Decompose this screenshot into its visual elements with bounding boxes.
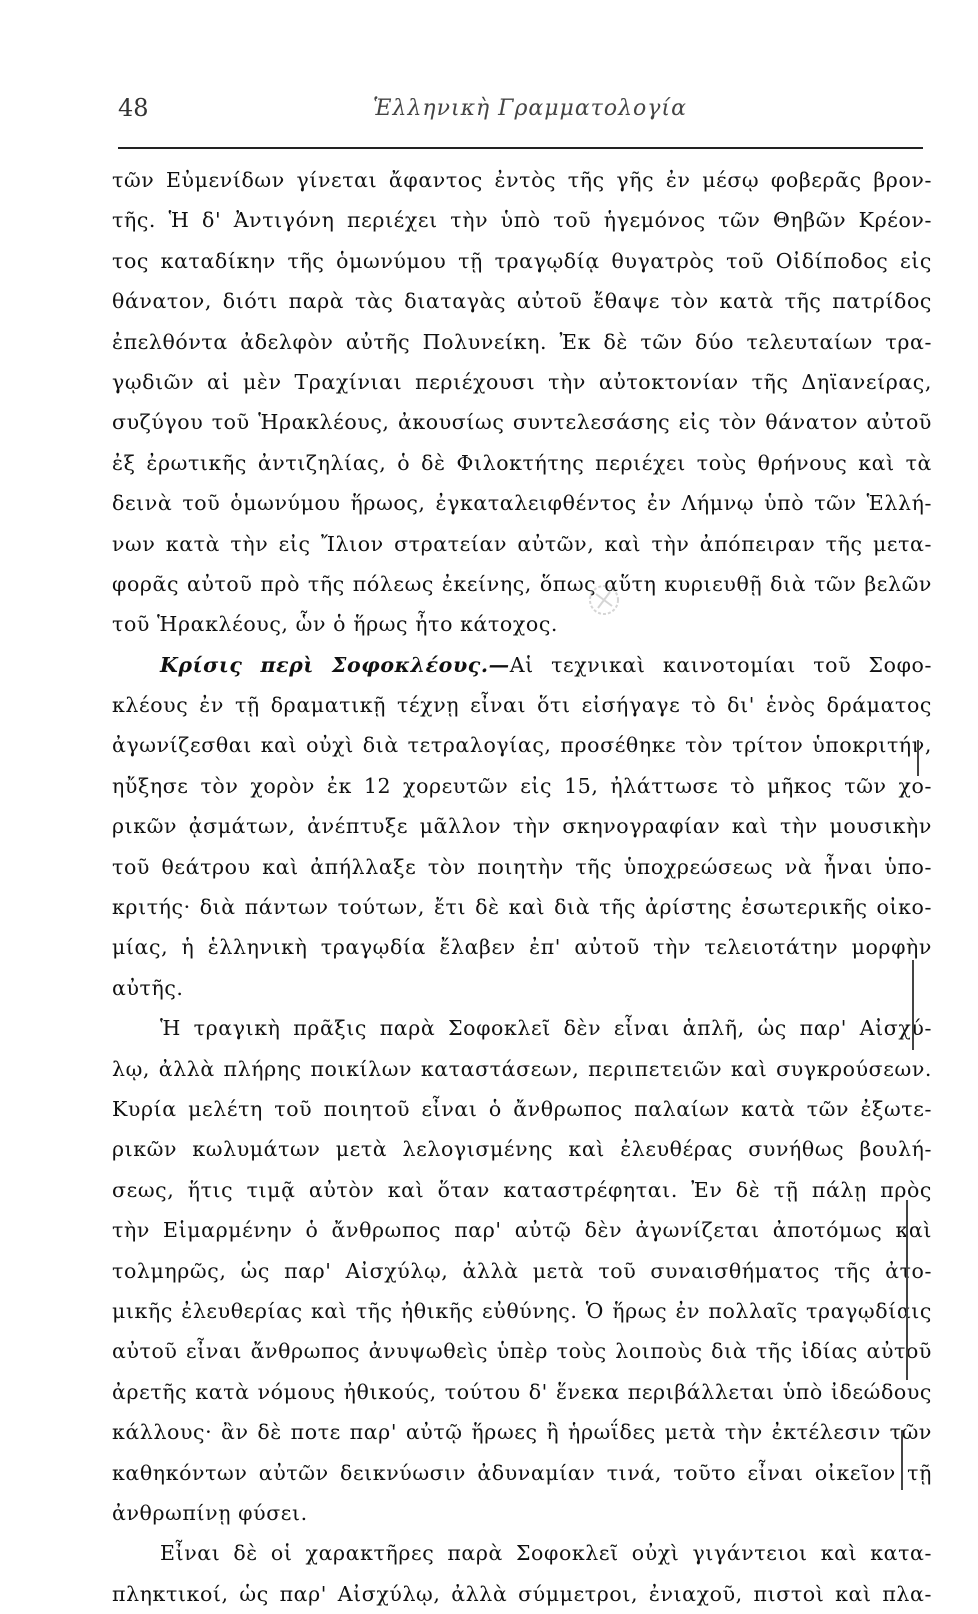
text-line: μικῆς ἐλευθερίας καὶ τῆς ἠθικῆς εὐθύνης. Ὁ ἥρως ἐν πολλαῖς τραγῳδίαις [112, 1298, 932, 1323]
text-line: ἀγωνίζεσθαι καὶ οὐχὶ διὰ τετραλογίας, προσέθηκε τὸν τρίτον ὑποκριτήν, [112, 733, 932, 758]
text-line: Εἶναι δὲ οἱ χαρακτῆρες παρὰ Σοφοκλεῖ οὐχὶ γιγάντειοι καὶ κατα- [160, 1541, 932, 1566]
page-header [118, 92, 923, 132]
text-line: τολμηρῶς, ὡς παρ' Αἰσχύλῳ, ἀλλὰ μετὰ τοῦ συναισθήματος τῆς ἀτο- [112, 1258, 932, 1283]
text-line: γῳδιῶν αἱ μὲν Τραχίνιαι περιέχουσι τὴν αὐτοκτονίαν τῆς Δηϊανείρας, [112, 369, 932, 394]
text-line: τος καταδίκην τῆς ὁμωνύμου τῇ τραγῳδίᾳ θυγατρὸς τοῦ Οἰδίποδος εἰς [112, 248, 932, 273]
text-line: ηὔξησε τὸν χορὸν ἐκ 12 χορευτῶν εἰς 15, ἠλάττωσε τὸ μῆκος τῶν χο- [112, 773, 932, 798]
text-line: κλέους ἐν τῇ δραματικῇ τέχνῃ εἶναι ὅτι εἰσήγαγε τὸ δι' ἑνὸς δράματος [112, 693, 932, 718]
text-line: τοῦ Ἡρακλέους, ὧν ὁ ἥρως ἦτο κάτοχος. [112, 612, 559, 637]
text-line: αὐτῆς. [112, 975, 184, 1000]
text-line: κριτής· διὰ πάντων τούτων, ἔτι δὲ καὶ διὰ τῆς ἀρίστης ἐσωτερικῆς οἰκο- [112, 895, 932, 920]
text-line: νων κατὰ τὴν εἰς Ἴλιον στρατείαν αὐτῶν, καὶ τὴν ἀπόπειραν τῆς μετα- [112, 531, 932, 556]
text-line: σεως, ἥτις τιμᾷ αὐτὸν καὶ ὅταν καταστρέφηται. Ἐν δὲ τῇ πάλῃ πρὸς [112, 1177, 932, 1202]
margin-mark [917, 740, 919, 776]
body-text [112, 160, 932, 1614]
text-line: ἀρετῆς κατὰ νόμους ἠθικούς, τούτου δ' ἕνεκα περιβάλλεται ὑπὸ ἰδεώδους [112, 1379, 932, 1404]
text-line-fragment: Αἱ τεχνικαὶ καινοτομίαι τοῦ Σοφο- [509, 652, 932, 677]
library-stamp-icon [586, 582, 622, 618]
text-line: τῆς. Ἡ δ' Ἀντιγόνη περιέχει τὴν ὑπὸ τοῦ ἡγεμόνος τῶν Θηβῶν Κρέον- [112, 208, 932, 233]
text-line: τῶν Εὐμενίδων γίνεται ἄφαντος ἐντὸς τῆς γῆς ἐν μέσῳ φοβερᾶς βρον- [112, 168, 932, 192]
text-line: αὐτοῦ εἶναι ἄνθρωπος ἀνυψωθεὶς ὑπὲρ τοὺς λοιποὺς διὰ τῆς ἰδίας αὐτοῦ [112, 1339, 932, 1364]
text-line: κάλλους· ἂν δὲ ποτε παρ' αὐτῷ ἥρωες ἢ ἡρωΐδες μετὰ τὴν ἐκτέλεσιν τῶν [112, 1420, 932, 1445]
text-line: ρικῶν ᾀσμάτων, ἀνέπτυξε μᾶλλον τὴν σκηνογραφίαν καὶ τὴν μουσικὴν [112, 814, 932, 839]
text-line: Ἡ τραγικὴ πρᾶξις παρὰ Σοφοκλεῖ δὲν εἶναι ἁπλῆ, ὡς παρ' Αἰσχύ- [160, 1016, 932, 1041]
text-line: θάνατον, διότι παρὰ τὰς διαταγὰς αὐτοῦ ἔθαψε τὸν κατὰ τῆς πατρίδος [112, 289, 932, 314]
text-line: λῳ, ἀλλὰ πλήρης ποικίλων καταστάσεων, περιπετειῶν καὶ συγκρούσεων. [112, 1056, 932, 1081]
text-line: ἀνθρωπίνῃ φύσει. [112, 1500, 308, 1525]
margin-mark [906, 1200, 908, 1380]
text-line: δεινὰ τοῦ ὁμωνύμου ἥρωος, ἐγκαταλειφθέντος ἐν Λήμνῳ ὑπὸ τῶν Ἑλλή- [112, 491, 932, 516]
margin-mark [912, 960, 914, 1050]
text-line: ἐπελθόντα ἀδελφὸν αὐτῆς Πολυνείκη. Ἐκ δὲ τῶν δύο τελευταίων τρα- [112, 329, 932, 354]
text-line: τὴν Εἱμαρμένην ὁ ἄνθρωπος παρ' αὐτῷ δὲν ἀγωνίζεται ἀποτόμως καὶ [112, 1218, 932, 1243]
text-line: συζύγου τοῦ Ἡρακλέους, ἀκουσίως συντελεσάσης εἰς τὸν θάνατον αὐτοῦ [112, 410, 932, 435]
text-line: φορᾶς αὐτοῦ πρὸ τῆς πόλεως ἐκείνης, ὅπως αὕτη κυριευθῇ διὰ τῶν βελῶν [112, 571, 932, 596]
running-title: Ἑλληνικὴ Γραμματολογία [373, 96, 687, 121]
header-rule [118, 147, 923, 149]
text-line: τοῦ θεάτρου καὶ ἀπήλλαξε τὸν ποιητὴν τῆς ὑποχρεώσεως νὰ ἦναι ὑπο- [112, 854, 932, 879]
text-line: καθηκόντων αὐτῶν δεικνύωσιν ἀδυναμίαν τινά, τοῦτο εἶναι οἰκεῖον τῇ [112, 1460, 932, 1485]
text-line: ἐξ ἐρωτικῆς ἀντιζηλίας, ὁ δὲ Φιλοκτήτης περιέχει τοὺς θρήνους καὶ τὰ [112, 450, 932, 475]
text-line: μίας, ἡ ἑλληνικὴ τραγῳδία ἔλαβεν ἐπ' αὐτοῦ τὴν τελειοτάτην μορφὴν [112, 935, 932, 960]
margin-mark [901, 1430, 903, 1490]
page-number: 48 [118, 94, 149, 122]
section-heading-line [112, 645, 932, 685]
text-line: ρικῶν κωλυμάτων μετὰ λελογισμένης καὶ ἐλευθέρας συνήθως βουλή- [112, 1137, 932, 1162]
text-line: πληκτικοί, ὡς παρ' Αἰσχύλῳ, ἀλλὰ σύμμετροι, ἐνιαχοῦ, πιστοὶ καὶ πλα- [112, 1581, 932, 1606]
section-heading: Κρίσις περὶ Σοφοκλέους.— [160, 652, 510, 677]
text-line: Κυρία μελέτη τοῦ ποιητοῦ εἶναι ὁ ἄνθρωπος παλαίων κατὰ τῶν ἐξωτε- [112, 1096, 932, 1121]
